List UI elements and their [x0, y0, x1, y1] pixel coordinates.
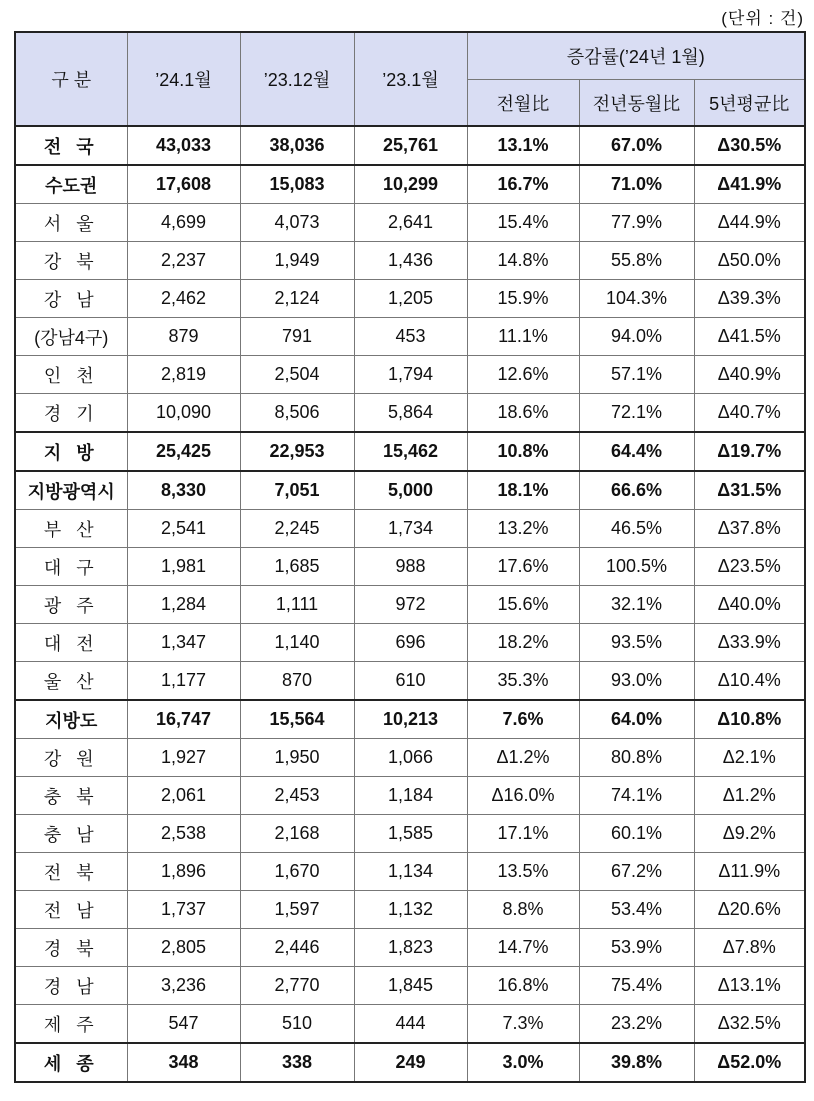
- cell-avg5: Δ33.9%: [694, 624, 805, 662]
- cell-jan24: 2,061: [127, 777, 240, 815]
- cell-avg5: Δ11.9%: [694, 853, 805, 891]
- cell-jan23: 1,436: [354, 242, 467, 280]
- cell-yoy: 80.8%: [579, 739, 694, 777]
- cell-avg5: Δ30.5%: [694, 126, 805, 165]
- cell-jan23: 988: [354, 548, 467, 586]
- cell-mom: 3.0%: [467, 1043, 579, 1082]
- cell-dec23: 2,245: [240, 510, 354, 548]
- cell-mom: 15.6%: [467, 586, 579, 624]
- cell-mom: 16.8%: [467, 967, 579, 1005]
- cell-dec23: 7,051: [240, 471, 354, 510]
- table-row: [15, 126, 805, 165]
- cell-region: 부 산: [15, 510, 127, 548]
- cell-mom: 12.6%: [467, 356, 579, 394]
- cell-region: 인 천: [15, 356, 127, 394]
- header-jan24: ’24.1월: [127, 32, 240, 126]
- cell-dec23: 2,453: [240, 777, 354, 815]
- cell-region: 강 원: [15, 739, 127, 777]
- cell-jan23: 444: [354, 1005, 467, 1044]
- cell-avg5: Δ41.5%: [694, 318, 805, 356]
- cell-avg5: Δ10.4%: [694, 662, 805, 701]
- cell-mom: 18.1%: [467, 471, 579, 510]
- cell-jan24: 1,284: [127, 586, 240, 624]
- cell-avg5: Δ40.9%: [694, 356, 805, 394]
- cell-region: 전 남: [15, 891, 127, 929]
- cell-mom: Δ1.2%: [467, 739, 579, 777]
- cell-region: 지 방: [15, 432, 127, 471]
- cell-jan24: 3,236: [127, 967, 240, 1005]
- cell-yoy: 46.5%: [579, 510, 694, 548]
- cell-avg5: Δ39.3%: [694, 280, 805, 318]
- cell-jan23: 5,864: [354, 394, 467, 433]
- cell-jan23: 972: [354, 586, 467, 624]
- cell-yoy: 57.1%: [579, 356, 694, 394]
- cell-jan24: 16,747: [127, 700, 240, 739]
- table-row: [15, 548, 805, 586]
- cell-dec23: 2,504: [240, 356, 354, 394]
- table-row: [15, 891, 805, 929]
- table-row: [15, 929, 805, 967]
- cell-yoy: 93.5%: [579, 624, 694, 662]
- cell-mom: 35.3%: [467, 662, 579, 701]
- cell-dec23: 1,140: [240, 624, 354, 662]
- cell-dec23: 2,168: [240, 815, 354, 853]
- cell-region: 울 산: [15, 662, 127, 701]
- cell-avg5: Δ40.0%: [694, 586, 805, 624]
- table-row: [15, 967, 805, 1005]
- cell-region: 세 종: [15, 1043, 127, 1082]
- cell-yoy: 74.1%: [579, 777, 694, 815]
- cell-mom: Δ16.0%: [467, 777, 579, 815]
- cell-jan24: 10,090: [127, 394, 240, 433]
- cell-avg5: Δ50.0%: [694, 242, 805, 280]
- cell-region: 강 북: [15, 242, 127, 280]
- table-row: [15, 739, 805, 777]
- table-row: [15, 165, 805, 204]
- cell-region: 경 북: [15, 929, 127, 967]
- table-row: [15, 1005, 805, 1044]
- cell-dec23: 791: [240, 318, 354, 356]
- table-row: [15, 1043, 805, 1082]
- header-mom: 전월比: [467, 80, 579, 127]
- cell-mom: 18.2%: [467, 624, 579, 662]
- cell-dec23: 1,670: [240, 853, 354, 891]
- cell-jan24: 1,927: [127, 739, 240, 777]
- cell-avg5: Δ7.8%: [694, 929, 805, 967]
- cell-yoy: 55.8%: [579, 242, 694, 280]
- cell-region: (강남4구): [15, 318, 127, 356]
- cell-dec23: 4,073: [240, 204, 354, 242]
- table-row: [15, 815, 805, 853]
- cell-region: 광 주: [15, 586, 127, 624]
- cell-avg5: Δ31.5%: [694, 471, 805, 510]
- cell-jan24: 17,608: [127, 165, 240, 204]
- cell-region: 지방광역시: [15, 471, 127, 510]
- cell-dec23: 338: [240, 1043, 354, 1082]
- cell-jan23: 610: [354, 662, 467, 701]
- cell-mom: 7.6%: [467, 700, 579, 739]
- cell-avg5: Δ37.8%: [694, 510, 805, 548]
- cell-avg5: Δ44.9%: [694, 204, 805, 242]
- cell-avg5: Δ23.5%: [694, 548, 805, 586]
- header-region: 구 분: [15, 32, 127, 126]
- table-row: [15, 510, 805, 548]
- header-jan23: ’23.1월: [354, 32, 467, 126]
- cell-jan24: 348: [127, 1043, 240, 1082]
- cell-region: 대 구: [15, 548, 127, 586]
- cell-jan24: 547: [127, 1005, 240, 1044]
- cell-dec23: 1,950: [240, 739, 354, 777]
- cell-region: 지방도: [15, 700, 127, 739]
- cell-dec23: 15,564: [240, 700, 354, 739]
- cell-jan24: 43,033: [127, 126, 240, 165]
- cell-dec23: 1,685: [240, 548, 354, 586]
- unit-label: (단위 : 건): [721, 9, 804, 28]
- cell-yoy: 94.0%: [579, 318, 694, 356]
- cell-jan23: 5,000: [354, 471, 467, 510]
- cell-avg5: Δ19.7%: [694, 432, 805, 471]
- cell-yoy: 72.1%: [579, 394, 694, 433]
- cell-avg5: Δ20.6%: [694, 891, 805, 929]
- cell-jan24: 2,541: [127, 510, 240, 548]
- cell-yoy: 93.0%: [579, 662, 694, 701]
- cell-dec23: 2,124: [240, 280, 354, 318]
- cell-avg5: Δ13.1%: [694, 967, 805, 1005]
- cell-mom: 13.5%: [467, 853, 579, 891]
- cell-avg5: Δ40.7%: [694, 394, 805, 433]
- cell-jan24: 2,462: [127, 280, 240, 318]
- header-avg5: 5년평균比: [694, 80, 805, 127]
- cell-region: 대 전: [15, 624, 127, 662]
- table-row: [15, 204, 805, 242]
- cell-mom: 17.6%: [467, 548, 579, 586]
- table-row: [15, 394, 805, 433]
- cell-jan24: 2,538: [127, 815, 240, 853]
- cell-jan24: 2,237: [127, 242, 240, 280]
- cell-jan23: 1,734: [354, 510, 467, 548]
- cell-yoy: 100.5%: [579, 548, 694, 586]
- table-row: [15, 853, 805, 891]
- cell-dec23: 38,036: [240, 126, 354, 165]
- table-row: [15, 586, 805, 624]
- cell-mom: 10.8%: [467, 432, 579, 471]
- cell-yoy: 75.4%: [579, 967, 694, 1005]
- cell-jan23: 1,585: [354, 815, 467, 853]
- cell-mom: 13.1%: [467, 126, 579, 165]
- table-row: [15, 280, 805, 318]
- cell-jan23: 1,066: [354, 739, 467, 777]
- table-body: [15, 126, 805, 1082]
- cell-jan23: 1,134: [354, 853, 467, 891]
- cell-yoy: 39.8%: [579, 1043, 694, 1082]
- cell-avg5: Δ2.1%: [694, 739, 805, 777]
- cell-mom: 7.3%: [467, 1005, 579, 1044]
- cell-jan24: 8,330: [127, 471, 240, 510]
- cell-dec23: 1,111: [240, 586, 354, 624]
- cell-region: 경 남: [15, 967, 127, 1005]
- cell-avg5: Δ9.2%: [694, 815, 805, 853]
- cell-avg5: Δ52.0%: [694, 1043, 805, 1082]
- cell-region: 전 국: [15, 126, 127, 165]
- cell-yoy: 53.4%: [579, 891, 694, 929]
- cell-yoy: 67.0%: [579, 126, 694, 165]
- cell-jan23: 1,132: [354, 891, 467, 929]
- cell-yoy: 64.0%: [579, 700, 694, 739]
- cell-avg5: Δ32.5%: [694, 1005, 805, 1044]
- cell-region: 충 남: [15, 815, 127, 853]
- housing-transactions-table: [14, 31, 806, 1083]
- cell-yoy: 32.1%: [579, 586, 694, 624]
- cell-region: 전 북: [15, 853, 127, 891]
- cell-avg5: Δ10.8%: [694, 700, 805, 739]
- cell-mom: 18.6%: [467, 394, 579, 433]
- table-row: [15, 356, 805, 394]
- cell-mom: 15.4%: [467, 204, 579, 242]
- cell-region: 서 울: [15, 204, 127, 242]
- cell-mom: 17.1%: [467, 815, 579, 853]
- cell-mom: 11.1%: [467, 318, 579, 356]
- cell-jan24: 879: [127, 318, 240, 356]
- header-dec23: ’23.12월: [240, 32, 354, 126]
- cell-dec23: 1,949: [240, 242, 354, 280]
- cell-yoy: 23.2%: [579, 1005, 694, 1044]
- cell-jan23: 249: [354, 1043, 467, 1082]
- cell-jan24: 2,819: [127, 356, 240, 394]
- cell-yoy: 66.6%: [579, 471, 694, 510]
- cell-jan24: 2,805: [127, 929, 240, 967]
- table-row: [15, 777, 805, 815]
- table-row: [15, 662, 805, 701]
- cell-yoy: 67.2%: [579, 853, 694, 891]
- cell-jan24: 25,425: [127, 432, 240, 471]
- cell-region: 수도권: [15, 165, 127, 204]
- cell-jan23: 696: [354, 624, 467, 662]
- cell-dec23: 2,770: [240, 967, 354, 1005]
- cell-jan23: 1,845: [354, 967, 467, 1005]
- cell-jan23: 1,184: [354, 777, 467, 815]
- cell-dec23: 8,506: [240, 394, 354, 433]
- cell-mom: 15.9%: [467, 280, 579, 318]
- cell-region: 충 북: [15, 777, 127, 815]
- cell-jan24: 1,347: [127, 624, 240, 662]
- cell-avg5: Δ1.2%: [694, 777, 805, 815]
- cell-yoy: 53.9%: [579, 929, 694, 967]
- cell-jan23: 10,299: [354, 165, 467, 204]
- cell-yoy: 71.0%: [579, 165, 694, 204]
- cell-jan23: 1,794: [354, 356, 467, 394]
- cell-jan23: 25,761: [354, 126, 467, 165]
- cell-mom: 13.2%: [467, 510, 579, 548]
- table-row: [15, 432, 805, 471]
- cell-jan23: 15,462: [354, 432, 467, 471]
- cell-mom: 16.7%: [467, 165, 579, 204]
- cell-yoy: 77.9%: [579, 204, 694, 242]
- cell-mom: 14.8%: [467, 242, 579, 280]
- cell-region: 강 남: [15, 280, 127, 318]
- cell-yoy: 104.3%: [579, 280, 694, 318]
- header-rate-group: 증감률(’24년 1월): [467, 32, 805, 80]
- table-row: [15, 242, 805, 280]
- cell-jan24: 1,177: [127, 662, 240, 701]
- cell-dec23: 2,446: [240, 929, 354, 967]
- table-row: [15, 700, 805, 739]
- cell-mom: 8.8%: [467, 891, 579, 929]
- cell-jan23: 2,641: [354, 204, 467, 242]
- cell-jan24: 1,896: [127, 853, 240, 891]
- cell-region: 경 기: [15, 394, 127, 433]
- table-row: [15, 624, 805, 662]
- cell-mom: 14.7%: [467, 929, 579, 967]
- cell-dec23: 510: [240, 1005, 354, 1044]
- cell-dec23: 15,083: [240, 165, 354, 204]
- table-row: [15, 471, 805, 510]
- cell-jan24: 4,699: [127, 204, 240, 242]
- cell-dec23: 870: [240, 662, 354, 701]
- cell-avg5: Δ41.9%: [694, 165, 805, 204]
- cell-jan24: 1,981: [127, 548, 240, 586]
- cell-region: 제 주: [15, 1005, 127, 1044]
- cell-jan24: 1,737: [127, 891, 240, 929]
- cell-dec23: 22,953: [240, 432, 354, 471]
- cell-yoy: 60.1%: [579, 815, 694, 853]
- cell-jan23: 1,205: [354, 280, 467, 318]
- cell-jan23: 1,823: [354, 929, 467, 967]
- cell-yoy: 64.4%: [579, 432, 694, 471]
- table-row: [15, 318, 805, 356]
- cell-dec23: 1,597: [240, 891, 354, 929]
- cell-jan23: 453: [354, 318, 467, 356]
- header-yoy: 전년동월比: [579, 80, 694, 127]
- cell-jan23: 10,213: [354, 700, 467, 739]
